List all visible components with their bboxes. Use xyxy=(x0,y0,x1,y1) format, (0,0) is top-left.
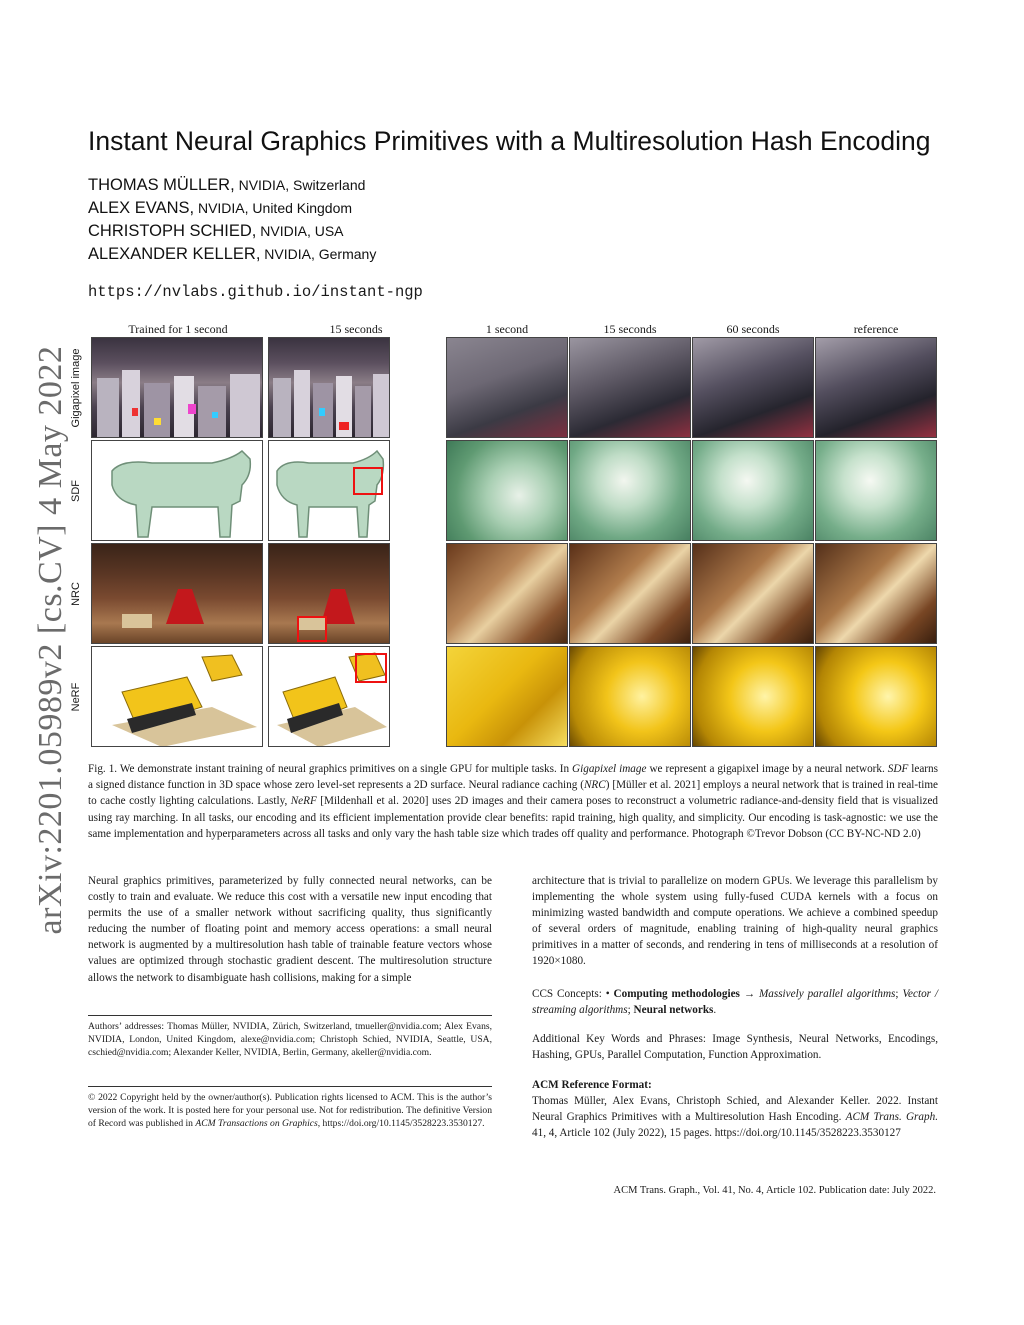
figure-panel-nerf-crop-1s xyxy=(446,646,568,747)
ccs-concepts xyxy=(532,986,938,1018)
acm-reference-text: Thomas Müller, Alex Evans, Christoph Schied, and Alexander Keller. 2022. Instant Neural Graphics Primitives with a Multiresolution Hash Encoding. xyxy=(532,1095,938,1124)
column-header: 15 seconds xyxy=(329,322,383,336)
acm-reference xyxy=(532,1077,938,1141)
row-label: NeRF xyxy=(70,682,82,712)
figure-panel-gigapixel-15s xyxy=(268,337,390,438)
copyright-text: © 2022 Copyright held by the owner/author(s). Publication rights licensed to ACM. This is the author’s version of the work. It is posted here for your personal use. Not for redistribution. The definitive Version of Record was published in xyxy=(88,1092,492,1130)
ccs-concept: Massively parallel algorithms xyxy=(758,988,896,1000)
ccs-concept: Neural networks xyxy=(633,1004,714,1017)
caption-emphasis: NeRF xyxy=(290,795,317,808)
author-name: ALEXANDER KELLER, xyxy=(88,245,261,263)
figure-panel-gigapixel-reference xyxy=(815,337,937,438)
column-header: 60 seconds xyxy=(726,322,780,336)
caption-text: [Mildenhall et al. 2020] uses 2D images and their camera poses to reconstruct a volumetric radiance-and-density field that is visualized using ray marching. In all tasks, our encoding and its efficient implementation provide clear benefits: rapid training, high quality, and simplicity. Our encoding is task-agnostic: we use the same implementation and hyperparameters across all tasks and only vary the hash table size which trades off quality and performance. Photograph ©Trevor Dobson (CC BY-NC-ND 2.0) xyxy=(88,795,938,840)
divider xyxy=(88,1086,492,1087)
authors-addresses: Authors’ addresses: Thomas Müller, NVIDIA, Zürich, Switzerland, tmueller@nvidia.com; Alex Evans, NVIDIA, London, United Kingdom, alexe@nvidia.com; Christoph Schied, NVIDIA, Seattle, USA, cschied@nvidia.com; Alexander Keller, NVIDIA, Berlin, Germany, akeller@nvidia.com. xyxy=(88,1021,492,1059)
caption-text: learns a signed distance function in 3D space whose zero level-set represents a 2D surface. Neural radiance caching ( xyxy=(88,763,938,792)
acm-reference-text: 41, 4, Article 102 (July 2022), 15 pages. https://doi.org/10.1145/3528223.3530127 xyxy=(532,1127,901,1140)
author-line xyxy=(88,245,376,264)
figure-caption xyxy=(88,761,938,842)
zoom-highlight-box xyxy=(353,467,383,495)
acm-reference-body xyxy=(532,1093,938,1141)
caption-text: we represent a gigapixel image by a neural network. xyxy=(646,763,888,775)
ccs-end: . xyxy=(713,1004,717,1017)
caption-emphasis: NRC xyxy=(583,779,606,792)
copyright-doi: , https://doi.org/10.1145/3528223.3530127. xyxy=(317,1118,485,1130)
author-name: CHRISTOPH SCHIED, xyxy=(88,222,257,240)
figure-panel-sdf-reference xyxy=(815,440,937,541)
abstract-right: architecture that is trivial to parallelize on modern GPUs. We leverage this parallelism by implementing the whole system using fully-fused CUDA kernels with a focus on minimizing wasted bandwidth and compute operations. We achieve a combined speedup of several orders of magnitude, enabling training of high-quality neural graphics primitives in a matter of seconds, and rendering in tens of milliseconds at a resolution of 1920×1080. xyxy=(532,875,938,968)
room-illustration xyxy=(269,544,390,644)
ccs-concept: Vector / streaming algorithms xyxy=(532,988,939,1017)
figure-panel-sdf-crop-1s xyxy=(446,440,568,541)
project-url[interactable]: https://nvlabs.github.io/instant-ngp xyxy=(88,283,423,301)
cow-illustration xyxy=(92,441,263,541)
figure-panel-nerf-crop-60s xyxy=(692,646,814,747)
ccs-concept: Computing methodologies xyxy=(613,988,740,1000)
ccs-separator: ; xyxy=(627,1004,634,1017)
figure-panel-nerf-crop-15s xyxy=(569,646,691,747)
author-affiliation: NVIDIA, United Kingdom xyxy=(194,200,353,216)
lego-bulldozer-illustration xyxy=(92,647,263,747)
room-illustration xyxy=(92,544,263,644)
author-name: THOMAS MÜLLER, xyxy=(88,176,235,194)
figure-panel-gigapixel-crop-1s xyxy=(446,337,568,438)
caption-emphasis: Gigapixel image xyxy=(572,763,647,775)
row-label: Gigapixel image xyxy=(70,348,82,428)
divider xyxy=(88,1015,492,1016)
author-affiliation: NVIDIA, Germany xyxy=(260,246,377,262)
row-label: SDF xyxy=(70,480,82,502)
paper-title: Instant Neural Graphics Primitives with a Multiresolution Hash Encoding xyxy=(88,126,931,156)
figure-panel-nrc-crop-15s xyxy=(569,543,691,644)
figure-panel-nerf-15s xyxy=(268,646,390,747)
author-affiliation: NVIDIA, Switzerland xyxy=(234,177,366,193)
figure-panel-sdf-crop-60s xyxy=(692,440,814,541)
row-label: NRC xyxy=(70,582,82,606)
figure-panel-gigapixel-1s xyxy=(91,337,263,438)
zoom-highlight-box xyxy=(297,616,327,642)
acm-reference-journal: ACM Trans. Graph. xyxy=(845,1111,938,1124)
figure-panel-nrc-reference xyxy=(815,543,937,644)
acm-reference-heading: ACM Reference Format: xyxy=(532,1079,652,1091)
author-line xyxy=(88,222,344,241)
author-line xyxy=(88,176,365,195)
ccs-arrow: → xyxy=(739,988,759,1000)
author-name: ALEX EVANS, xyxy=(88,199,195,217)
figure-panel-nrc-crop-60s xyxy=(692,543,814,644)
column-header: Trained for 1 second xyxy=(128,322,228,336)
figure-panel-sdf-1s xyxy=(91,440,263,541)
keywords: Additional Key Words and Phrases: Image Synthesis, Neural Networks, Encodings, Hashing, GPUs, Parallel Computation, Function Approximation. xyxy=(532,1033,938,1062)
caption-text: ) [Müller et al. 2021] employs a neural network that is trained in real-time to cache costly lighting calculations. Lastly, xyxy=(88,779,938,808)
zoom-highlight-box xyxy=(355,653,387,683)
column-header: 15 seconds xyxy=(603,322,657,336)
column-header: 1 second xyxy=(485,322,529,336)
figure-panel-nerf-1s xyxy=(91,646,263,747)
ccs-label: CCS Concepts: • xyxy=(532,988,614,1000)
city-illustration xyxy=(92,338,263,438)
figure-panel-gigapixel-crop-60s xyxy=(692,337,814,438)
author-affiliation: NVIDIA, USA xyxy=(256,223,344,239)
figure-panel-sdf-15s xyxy=(268,440,390,541)
author-line xyxy=(88,199,352,218)
abstract-left: Neural graphics primitives, parameterized by fully connected neural networks, can be costly to train and evaluate. We reduce this cost with a versatile new input encoding that permits the use of a smaller network without sacrificing quality, thus significantly reducing the number of floating point and memory access operations: a small neural network is augmented by a multiresolution hash table of trainable feature vectors whose values are optimized through stochastic gradient descent. The multiresolution structure allows the network to disambiguate hash collisions, making for a simple xyxy=(88,875,492,984)
figure-panel-nerf-reference xyxy=(815,646,937,747)
figure-panel-nrc-crop-1s xyxy=(446,543,568,644)
city-illustration xyxy=(269,338,390,438)
caption-emphasis: SDF xyxy=(887,763,909,775)
figure-panel-nrc-1s xyxy=(91,543,263,644)
caption-text: Fig. 1. We demonstrate instant training of neural graphics primitives on a single GPU for multiple tasks. In xyxy=(88,763,573,775)
ccs-separator: ; xyxy=(895,988,903,1000)
arxiv-stamp: arXiv:2201.05989v2 [cs.CV] 4 May 2022 xyxy=(32,345,69,935)
copyright-journal: ACM Transactions on Graphics xyxy=(195,1118,318,1130)
copyright-notice xyxy=(88,1091,492,1131)
column-header: reference xyxy=(853,322,899,336)
page-footer: ACM Trans. Graph., Vol. 41, No. 4, Article 102. Publication date: July 2022. xyxy=(613,1185,936,1196)
figure-panel-sdf-crop-15s xyxy=(569,440,691,541)
figure-panel-nrc-15s xyxy=(268,543,390,644)
figure-panel-gigapixel-crop-15s xyxy=(569,337,691,438)
